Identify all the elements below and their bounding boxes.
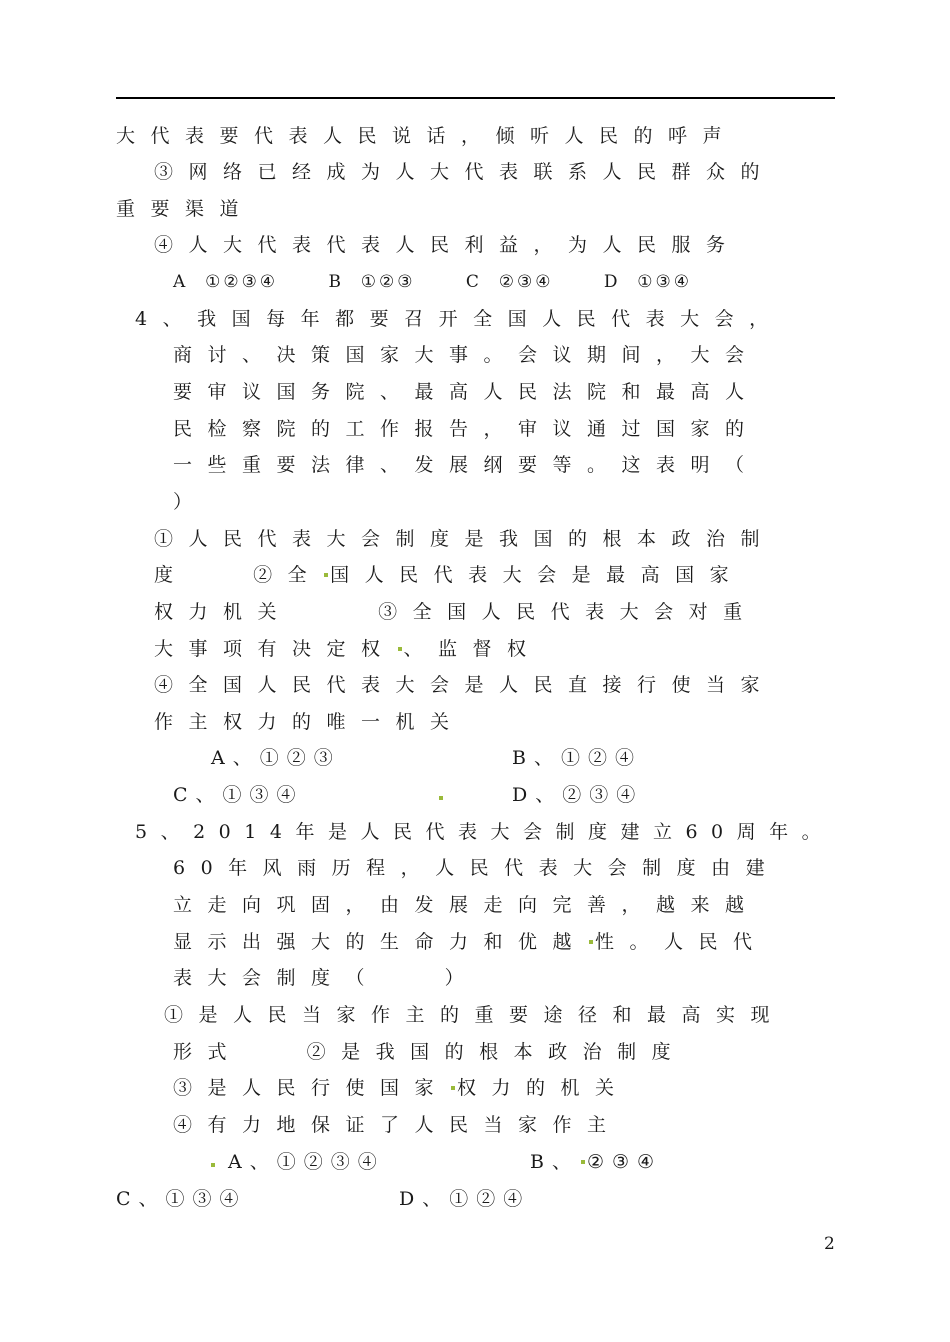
q4-line-6: ） (173, 491, 208, 513)
q5-item-1a: ①是人民当家作主的重要途径和最高实现 (164, 1004, 786, 1026)
green-dot-mark (451, 1086, 455, 1090)
q5-option-c: C、①③④ (116, 1188, 247, 1210)
q5-line-3: 立走向巩固，由发展走向完善，越来越 (173, 894, 760, 916)
q4-line-3: 要审议国务院、最高人民法院和最高人 (173, 381, 760, 403)
q3-item-3b: 重要渠道 (116, 198, 255, 220)
q3-item-4: ④人大代表代表人民利益，为人民服务 (154, 234, 741, 256)
q4-line-5: 一些重要法律、发展纲要等。这表明（ (173, 454, 760, 476)
q5-line-1: 5、2014年是人民代表大会制度建立60周年。 (135, 821, 835, 843)
green-dot-mark (324, 573, 328, 577)
green-dot-mark (581, 1160, 585, 1164)
q4-line-2: 商讨、决策国家大事。会议期间，大会 (173, 344, 760, 366)
q4-line-4: 民检察院的工作报告，审议通过国家的 (173, 418, 760, 440)
green-dot-mark (398, 647, 402, 651)
q4-item-2a: 权力机关 ③全国人民代表大会对重 (154, 601, 758, 623)
q5-item-3: ③是人民行使国家 权力的机关 (173, 1077, 630, 1099)
q4-item-1a: ①人民代表大会制度是我国的根本政治制 (154, 528, 776, 550)
q5-line-4: 显示出强大的生命力和优越 性。人民代 (173, 931, 768, 953)
q4-item-4b: 作主权力的唯一机关 (154, 711, 465, 733)
q5-item-4: ④有力地保证了人民当家作主 (173, 1114, 622, 1136)
q5-option-a: A、①②③④ (228, 1151, 385, 1173)
q3-options: A ①②③④ B ①②③ C ②③④ D ①③④ (173, 272, 693, 292)
q4-option-b: B、①②④ (512, 747, 642, 769)
q3-line-1: 大代表要代表人民说话，倾听人民的呼声 (116, 125, 738, 147)
q4-item-4a: ④全国人民代表大会是人民直接行使当家 (154, 674, 776, 696)
q4-item-1b: 度 ②全 国人民代表大会是最高国家 (154, 564, 745, 586)
q4-line-1: 4、我国每年都要召开全国人民代表大会， (135, 308, 784, 330)
q5-option-d: D、①②④ (399, 1188, 531, 1210)
q4-item-2b: 大事项有决定权 、监督权 (154, 638, 542, 660)
q5-line-5: 表大会制度（ ） (173, 967, 480, 989)
green-dot-mark (439, 796, 443, 800)
q5-line-2: 60年风雨历程，人民代表大会制度由建 (173, 857, 781, 879)
header-rule (116, 97, 835, 99)
q5-option-b: B、 ②③④ (530, 1151, 663, 1173)
green-dot-mark (211, 1163, 215, 1167)
q4-option-c: C、①③④ (173, 784, 304, 806)
q5-item-1b: 形式 ②是我国的根本政治制度 (173, 1041, 687, 1063)
page-number: 2 (824, 1234, 835, 1254)
q4-option-a: A、①②③ (211, 747, 341, 769)
green-dot-mark (589, 940, 593, 944)
q4-option-d: D、②③④ (512, 784, 644, 806)
q3-item-3a: ③网络已经成为人大代表联系人民群众的 (154, 161, 776, 183)
